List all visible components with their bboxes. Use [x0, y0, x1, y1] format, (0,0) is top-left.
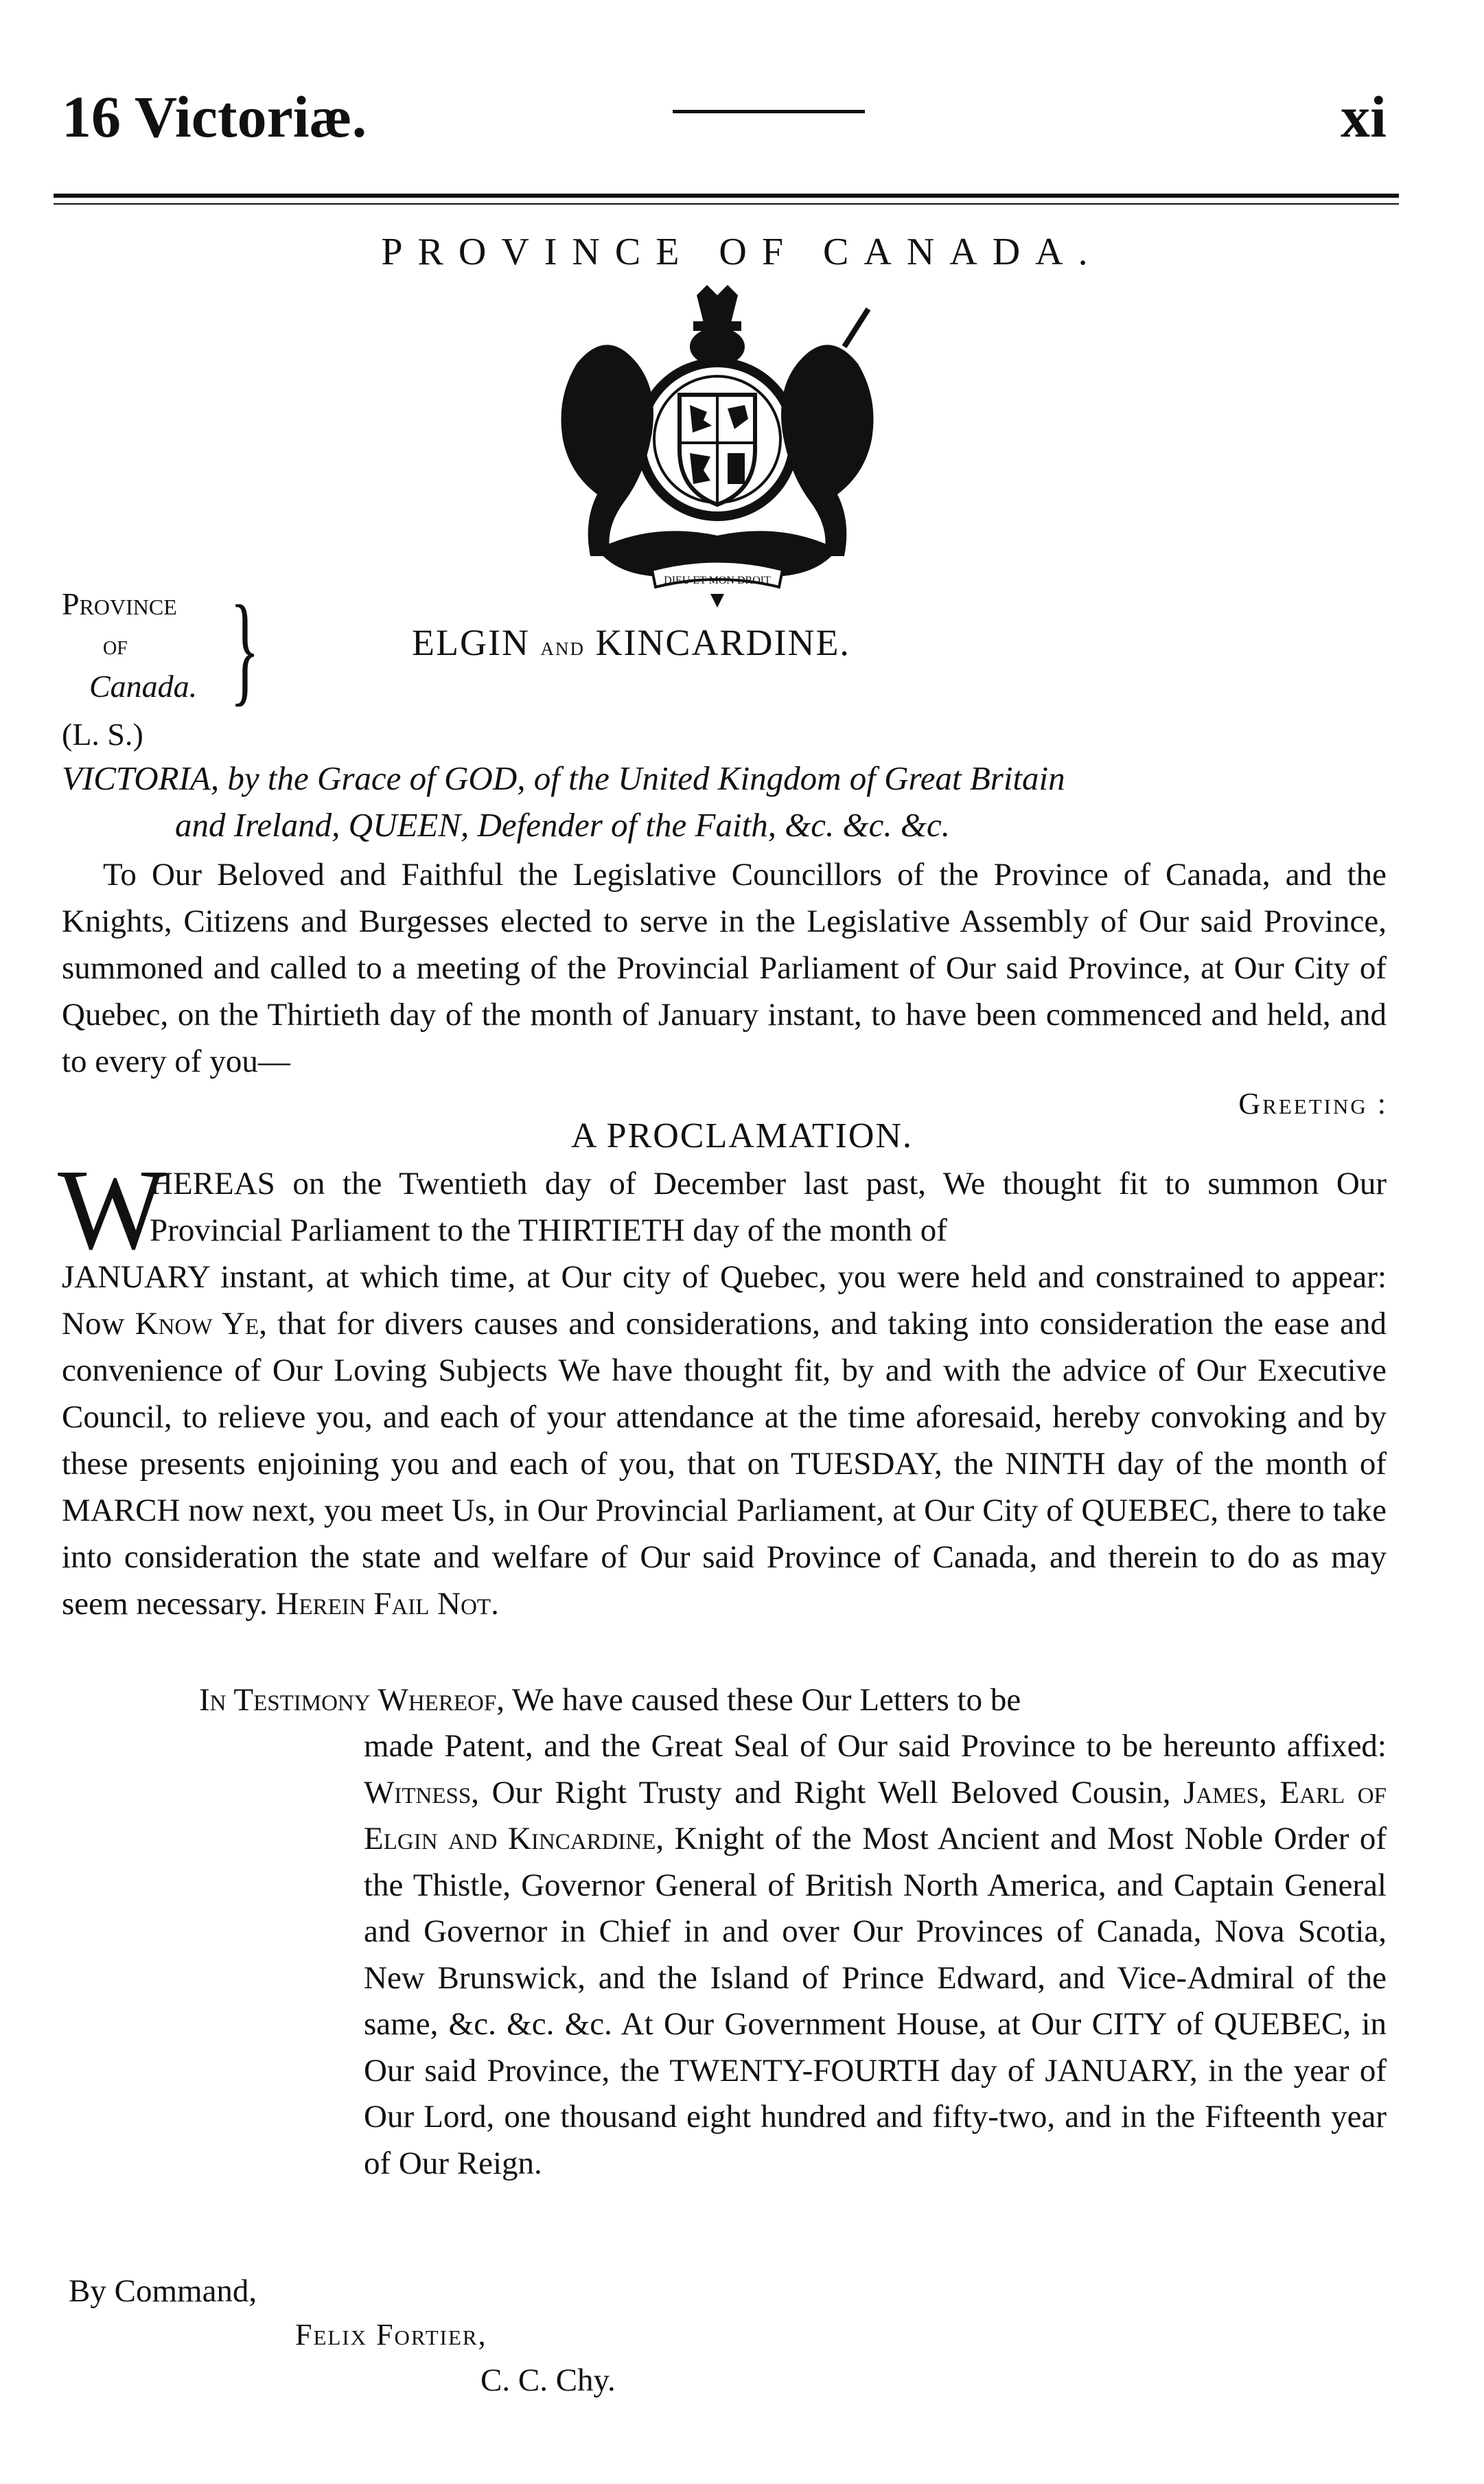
governor-and: and — [540, 632, 585, 661]
drop-cap: W — [58, 1146, 167, 1274]
header-rule-thick — [54, 194, 1399, 198]
margin-province: Province — [62, 586, 177, 621]
greeting: Greeting : — [1238, 1087, 1388, 1120]
testimony-text-2: , Our Right Trusty and Right Well Beloved Cousin, — [471, 1774, 1184, 1810]
header-session: 16 Victoriæ. — [62, 84, 367, 150]
whereas-opening: HEREAS on the Twentieth day of December last past, We thought fit to summon Our Provincial Parliament to the THIRTIETH day of the month of — [150, 1166, 1387, 1248]
header-rule-thin — [54, 203, 1399, 205]
by-command: By Command, — [69, 2273, 257, 2309]
herein-fail-not: Herein Fail Not. — [275, 1586, 499, 1622]
testimony-text-1: made Patent, and the Great Seal of Our said Province to be hereunto affixed: — [364, 1728, 1387, 1764]
testimony-text-3: , Knight of the Most Ancient and Most Noble Order of the Thistle, Governor General of British North America, and Captain General and Governor in Chief in and over Our Provinces of Canada, Nova Scotia, New Brunswick, and the Island of Prince Edward, and Vice-Admiral of the same, &c. &c. &c. At Our Government House, at Our CITY of QUEBEC, in Our said Province, the TWENTY-FOURTH day of JANUARY, in the year of Our Lord, one thousand eight hundred and fifty-two, and in the Fifteenth year of Our Reign. — [364, 1821, 1387, 2181]
header-dash — [673, 110, 865, 113]
earl-name: James, Earl of Elgin and Kincardine — [364, 1774, 1387, 1856]
signatory-title: C. C. Chy. — [480, 2362, 616, 2398]
margin-of: of — [103, 630, 128, 660]
witness: Witness — [364, 1774, 472, 1810]
testimony-first-line — [199, 1677, 1387, 1723]
royal-style-line-2: and Ireland, QUEEN, Defender of the Faith, &c. &c. &c. — [175, 806, 951, 844]
address-paragraph: To Our Beloved and Faithful the Legislative Councillors of the Province of Canada, and the Knights, Citizens and Burgesses elected to serve in the Legislative Assembly of Our said Province, summoned and called to a meeting of the Provincial Parliament of Our said Province, at Our City of Quebec, on the Thirtieth day of the month of January instant, to have been commenced and held, and to every of you— — [62, 857, 1387, 1079]
royal-coat-of-arms-icon — [556, 281, 879, 618]
whereas-text-2: , that for divers causes and considerations, and taking into consideration the ease and convenience of Our Loving Subjects We have thought fit, by and with the advice of Our Executive Council, to relieve you, and each of your attendance at the time aforesaid, hereby convoking and by these presents enjoining you and each of you, that on TUESDAY, the NINTH day of the month of MARCH now next, you meet Us, in Our Provincial Parliament, at Our City of QUEBEC, there to take into consideration the state and welfare of Our said Province of Canada, and therein to do as may seem necessary. — [62, 1306, 1387, 1622]
province-margin-block — [62, 584, 197, 707]
province-title: PROVINCE OF CANADA. — [381, 231, 1103, 273]
whereas-text-1: JANUARY instant, at which time, at Our city of Quebec, you were held and constrained to appear: Now — [62, 1259, 1387, 1342]
testimony-paragraph — [364, 1723, 1387, 2187]
proclamation-heading: A PROCLAMATION. — [570, 1116, 914, 1155]
whereas-paragraph — [62, 1254, 1387, 1627]
royal-style-line-1: VICTORIA, by the Grace of GOD, of the United Kingdom of Great Britain — [62, 759, 1065, 797]
coat-of-arms-motto: DIEU ET MON DROIT — [664, 575, 771, 586]
governor-elgin: ELGIN — [412, 622, 530, 663]
running-header — [62, 82, 1387, 165]
testimony-first-rest: We have caused these Our Letters to be — [504, 1682, 1021, 1718]
in-testimony-whereof: In Testimony Whereof, — [199, 1682, 505, 1718]
governor-kincardine: KINCARDINE. — [595, 622, 850, 663]
page-number: xi — [1341, 84, 1387, 150]
know-ye: Know Ye — [135, 1306, 259, 1342]
seal-mark: (L. S.) — [62, 717, 143, 752]
margin-canada: Canada. — [89, 669, 198, 704]
signatory-name: Felix Fortier, — [295, 2318, 487, 2351]
governor-title — [412, 621, 850, 664]
brace-glyph: } — [230, 580, 260, 717]
